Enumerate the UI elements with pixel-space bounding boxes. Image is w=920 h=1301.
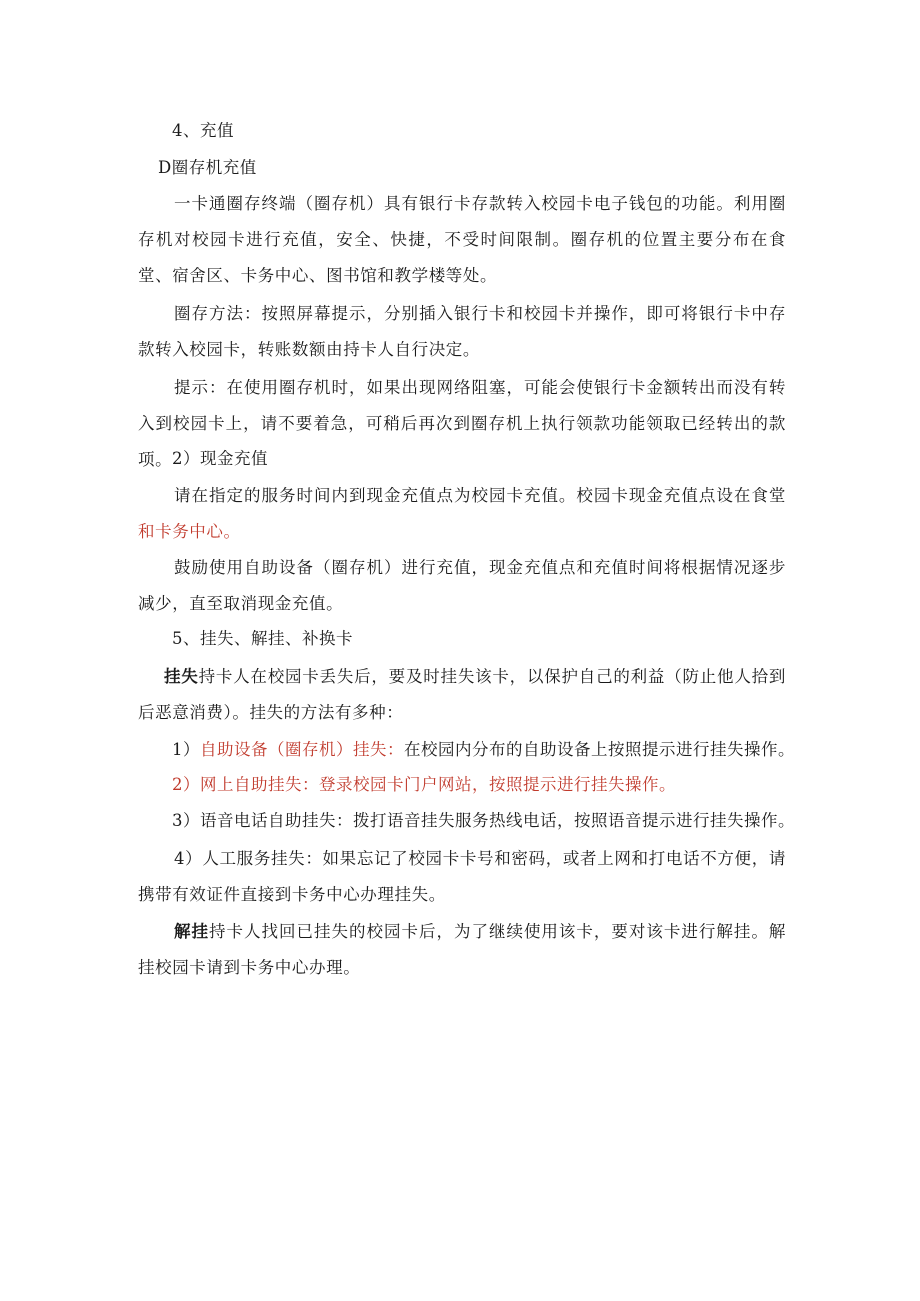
paragraph-circle-deposit-tip: 提示：在使用圈存机时，如果出现网络阻塞，可能会使银行卡金额转出而没有转入到校园卡上，请不要着急，可稍后再次到圈存机上执行领款功能领取已经转出的款项。 <box>138 378 786 469</box>
subheading-cash-recharge: 2）现金充值 <box>172 449 268 468</box>
subheading-circle-deposit: D圈存机充值 <box>158 158 257 177</box>
paragraph-encourage-self-service: 鼓励使用自助设备（圈存机）进行充值，现金充值点和充值时间将根据情况逐步减少，直至取消现金充值。 <box>138 558 786 613</box>
loss-method-1-title: 自助设备（圈存机）挂失： <box>200 740 404 759</box>
section-5-heading: 5、挂失、解挂、补换卡 <box>172 629 353 648</box>
paragraph-circle-deposit-intro: 一卡通圈存终端（圈存机）具有银行卡存款转入校园卡电子钱包的功能。利用圈存机对校园卡进行充值，安全、快捷，不受时间限制。圈存机的位置主要分布在食堂、宿舍区、卡务中心、图书馆和教学楼等处。 <box>138 194 786 285</box>
loss-method-3: 3）语音电话自助挂失：拨打语音挂失服务热线电话，按照语音提示进行挂失操作。 <box>172 811 795 830</box>
loss-method-2: 2）网上自助挂失：登录校园卡门户网站，按照提示进行挂失操作。 <box>172 775 676 794</box>
paragraph-unlock <box>138 914 786 986</box>
cash-recharge-text: 请在指定的服务时间内到现金充值点为校园卡充值。校园卡现金充值点设在食堂 <box>174 486 786 505</box>
loss-method-1-text: 在校园内分布的自助设备上按照提示进行挂失操作。 <box>404 740 795 759</box>
paragraph-cash-recharge <box>138 478 786 550</box>
loss-method-1 <box>172 733 832 767</box>
cash-recharge-locations: 和卡务中心。 <box>138 522 241 541</box>
paragraph-report-loss <box>138 659 786 731</box>
loss-method-1-prefix: 1） <box>172 740 200 759</box>
report-loss-term: 挂失 <box>164 667 199 686</box>
unlock-term: 解挂 <box>174 922 209 941</box>
section-4-heading: 4、充值 <box>172 121 234 140</box>
paragraph-circle-deposit-method: 圈存方法：按照屏幕提示，分别插入银行卡和校园卡并操作，即可将银行卡中存款转入校园卡，转账数额由持卡人自行决定。 <box>138 304 786 359</box>
loss-method-4: 4）人工服务挂失：如果忘记了校园卡卡号和密码，或者上网和打电话不方便，请携带有效证件直接到卡务中心办理挂失。 <box>138 849 786 904</box>
report-loss-text: 持卡人在校园卡丢失后，要及时挂失该卡，以保护自己的利益（防止他人拾到后恶意消费）。挂失的方法有多种： <box>138 667 787 722</box>
unlock-text: 持卡人找回已挂失的校园卡后，为了继续使用该卡，要对该卡进行解挂。解挂校园卡请到卡务中心办理。 <box>138 922 786 977</box>
